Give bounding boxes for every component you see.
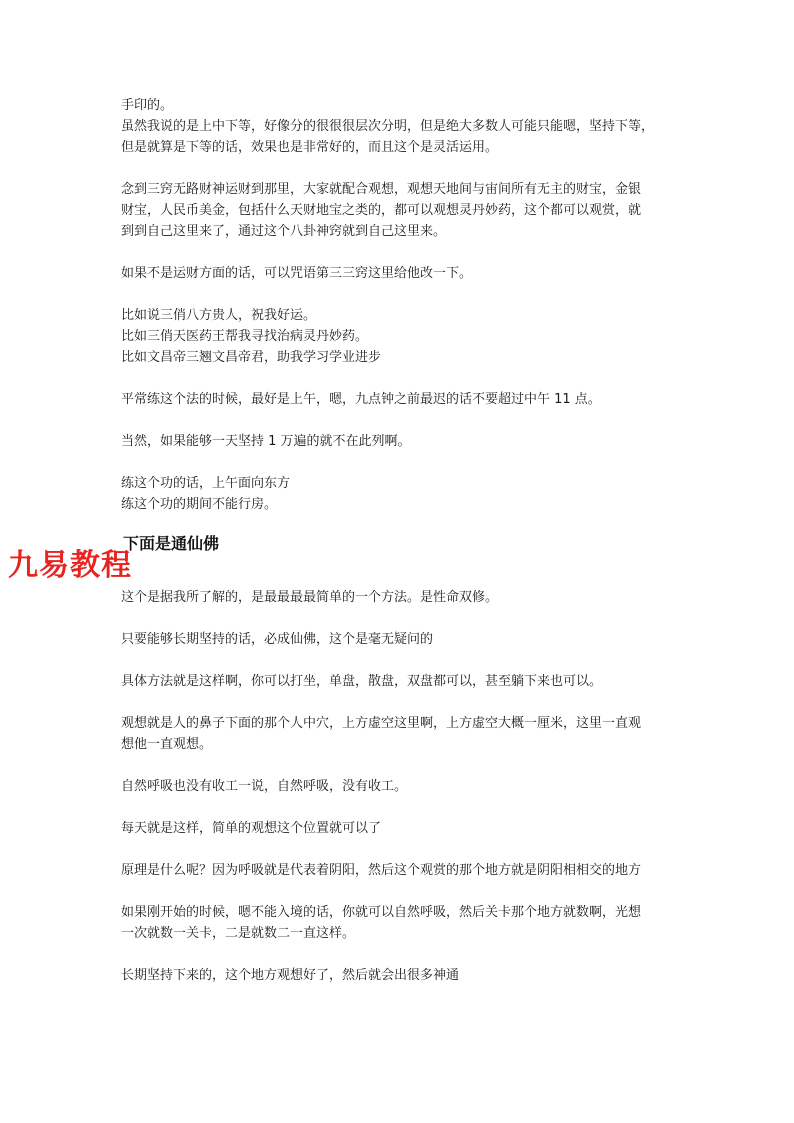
text-line: 手印的。: [121, 98, 174, 113]
paragraph: [121, 671, 681, 692]
text-line: 一次就数一关卡，二是就数二一直这样。: [121, 926, 356, 941]
paragraph: [121, 263, 681, 284]
text-line: 比如三俏天医药王帮我寻找治病灵丹妙药。: [121, 329, 369, 344]
paragraph: [121, 179, 681, 242]
paragraph: [121, 965, 681, 986]
paragraph: [121, 95, 681, 158]
text-line: 如果不是运财方面的话，可以咒语第三三窍这里给他改一下。: [121, 266, 473, 281]
text-line: 平常练这个法的时候，最好是上午，嗯，九点钟之前最迟的话不要超过中午 11 点。: [121, 392, 601, 407]
paragraph: [121, 860, 681, 881]
text-line: 财宝，人民币美金，包括什么天财地宝之类的，都可以观想灵丹妙药，这个都可以观赏，就: [121, 203, 642, 218]
text-line: 当然，如果能够一天坚持 1 万遍的就不在此列啊。: [121, 434, 411, 449]
text-line: 但是就算是下等的话，效果也是非常好的，而且这个是灵活运用。: [121, 140, 499, 155]
text-line: 练这个功的期间不能行房。: [121, 497, 278, 512]
text-line: 具体方法就是这样啊，你可以打坐，单盘，散盘，双盘都可以，甚至躺下来也可以。: [121, 674, 603, 689]
text-line: 观想就是人的鼻子下面的那个人中穴，上方虚空这里啊，上方虚空大概一厘米，这里一直观: [121, 716, 642, 731]
text-line: 虽然我说的是上中下等，好像分的很很很层次分明，但是绝大多数人可能只能嗯，坚持下等，: [121, 119, 655, 134]
paragraph: [121, 473, 681, 515]
text-line: 比如说三俏八方贵人，祝我好运。: [121, 308, 317, 323]
text-line: 每天就是这样，简单的观想这个位置就可以了: [121, 821, 382, 836]
paragraph: [121, 713, 681, 755]
paragraph: [121, 629, 681, 650]
document-body: [121, 95, 681, 1007]
paragraph: [121, 818, 681, 839]
text-line: 长期坚持下来的，这个地方观想好了，然后就会出很多神通: [121, 968, 460, 983]
paragraph: [121, 587, 681, 608]
text-line: 念到三窍无路财神运财到那里，大家就配合观想，观想天地间与宙间所有无主的财宝，金银: [121, 182, 642, 197]
paragraph: [121, 389, 681, 410]
paragraph: [121, 431, 681, 452]
text-line: 这个是据我所了解的，是最最最最简单的一个方法。是性命双修。: [121, 590, 499, 605]
watermark-logo: 九易教程: [8, 548, 132, 583]
text-line: 自然呼吸也没有收工一说，自然呼吸，没有收工。: [121, 779, 408, 794]
paragraph: [121, 776, 681, 797]
text-line: 想他一直观想。: [121, 737, 213, 752]
text-line: 如果刚开始的时候，嗯不能入境的话，你就可以自然呼吸，然后关卡那个地方就数啊，光想: [121, 905, 642, 920]
text-line: 原理是什么呢？因为呼吸就是代表着阴阳，然后这个观赏的那个地方就是阴阳相相交的地方: [121, 863, 642, 878]
section-heading-wrap: [121, 525, 681, 565]
section-heading: 下面是通仙佛: [123, 534, 220, 553]
text-line: 练这个功的话，上午面向东方: [121, 476, 291, 491]
paragraph: [121, 305, 681, 368]
text-line: 比如文昌帝三翘文昌帝君，助我学习学业进步: [121, 350, 382, 365]
text-line: 只要能够长期坚持的话，必成仙佛，这个是毫无疑问的: [121, 632, 434, 647]
paragraph: [121, 902, 681, 944]
text-line: 到到自己这里来了，通过这个八卦神窍就到自己这里来。: [121, 224, 447, 239]
